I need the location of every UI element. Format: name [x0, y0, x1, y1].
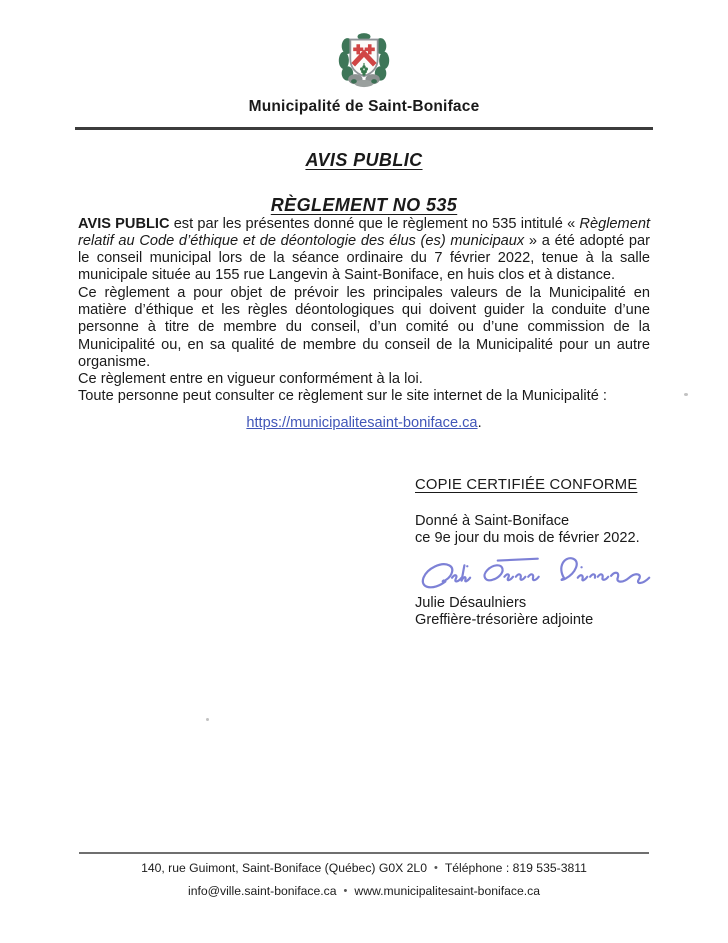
municipality-website-link[interactable]: https://municipalitesaint-boniface.ca [246, 414, 478, 431]
bullet-separator-icon: • [433, 861, 438, 874]
municipal-coat-of-arms-icon [328, 30, 400, 88]
footer-address-line [79, 859, 649, 877]
paragraph-intro-text-a: est par les présentes donné que le règlement no 535 intitulé « [169, 215, 580, 232]
certification-block [415, 477, 650, 630]
scan-artifact [206, 718, 209, 721]
header-logo [78, 0, 650, 88]
footer-phone: Téléphone : 819 535-3811 [444, 860, 587, 875]
regulation-name-italic: Règlement relatif au Code d’éthique et de déontologie des élus (es) municipaux [78, 215, 650, 249]
paragraph-intro-lead: AVIS PUBLIC [78, 215, 170, 232]
link-period: . [477, 414, 482, 431]
footer-website: www.municipalitesaint-boniface.ca [354, 883, 540, 898]
bullet-separator-icon: • [343, 884, 348, 897]
paragraph-intro [78, 216, 650, 285]
organization-name: Municipalité de Saint-Boniface [248, 98, 480, 115]
paragraph-intro-text-b: » a été adopté par le conseil municipal lors de la séance ordinaire du 7 février 2022, tenue à la salle municipale située au 155 rue Langevin à Saint-Boniface, en huis clos et à distance. [78, 232, 650, 284]
footer-divider [79, 852, 649, 854]
issued-lines [415, 513, 650, 548]
paragraph-vigueur: Ce règlement entre en vigueur conformément à la loi. [78, 371, 423, 388]
website-link-line [78, 414, 650, 432]
paragraph-consultation: Toute personne peut consulter ce règlement sur le site internet de la Municipalité : [78, 388, 607, 405]
scan-artifact [684, 393, 688, 396]
issued-date-line: ce 9e jour du mois de février 2022. [415, 530, 640, 547]
document-footer [79, 852, 649, 900]
issued-place-line: Donné à Saint-Boniface [415, 512, 570, 529]
notice-title: AVIS PUBLIC [305, 149, 423, 170]
signatory-block [415, 595, 650, 630]
footer-email: info@ville.saint-boniface.ca [187, 883, 337, 898]
handwritten-signature-image [407, 552, 659, 592]
footer-contact-line [79, 882, 649, 900]
regulation-title: RÈGLEMENT NO 535 [270, 194, 458, 215]
signatory-title: Greffière-trésorière adjointe [415, 612, 594, 629]
footer-address: 140, rue Guimont, Saint-Boniface (Québec) G0X 2L0 [141, 860, 427, 875]
signature-wrap [407, 552, 650, 592]
signatory-name: Julie Désaulniers [415, 594, 527, 611]
paragraph-object: Ce règlement a pour objet de prévoir les principales valeurs de la Municipalité en matière d’éthique et les règles déontologiques qui doivent guider la conduite d’une personne à titre de membre du conseil, d’un comité ou d’une commission de la Municipalité ou, en sa qualité de membre du conseil de la Municipalité pour un autre organisme. [78, 284, 650, 370]
certified-copy-title: COPIE CERTIFIÉE CONFORME [415, 476, 638, 493]
header-divider [75, 127, 653, 130]
